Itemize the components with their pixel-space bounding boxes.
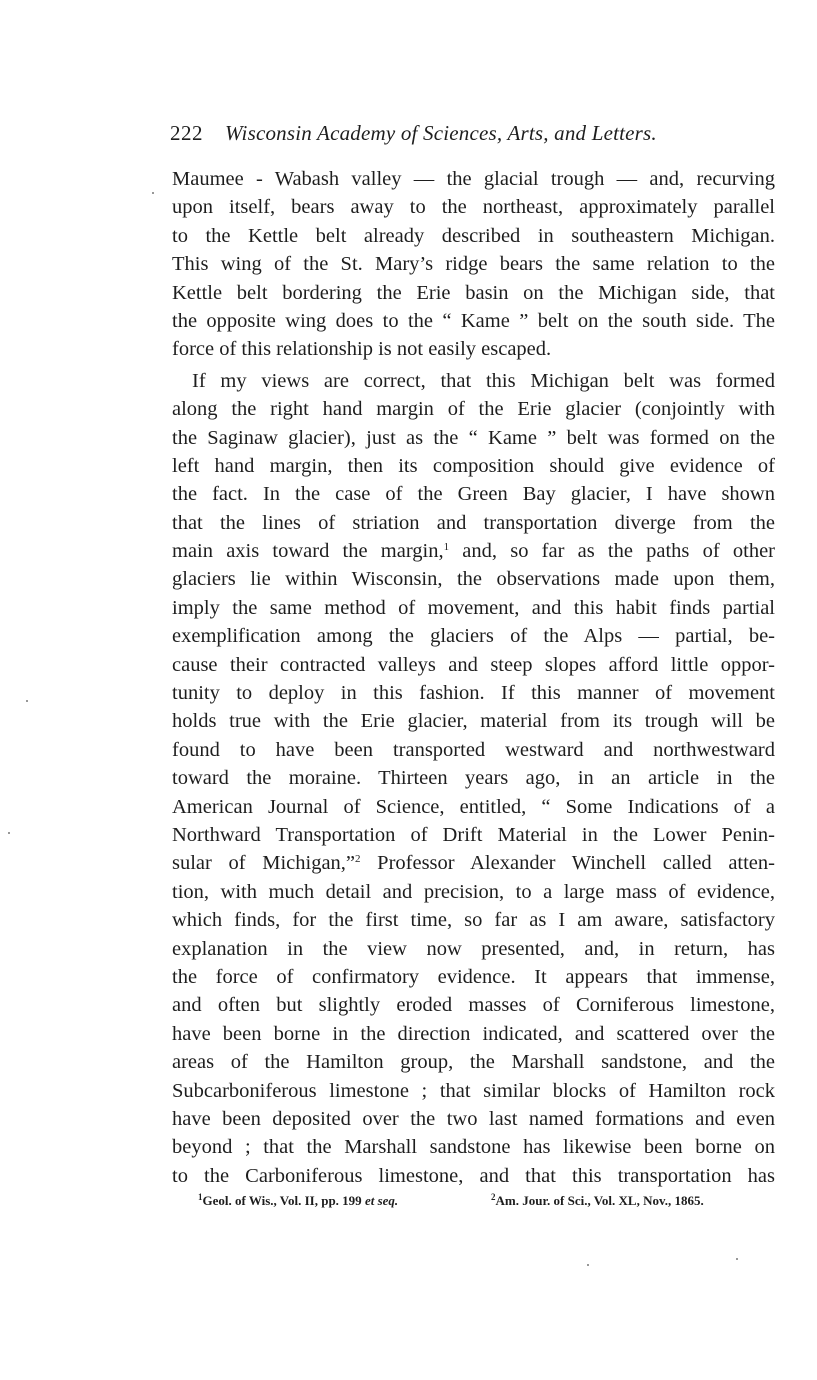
text-line: exemplification among the glaciers of the Alps — partial, be- — [172, 625, 775, 648]
text-line: that the lines of striation and transportation diverge from the — [172, 511, 775, 534]
text-line: cause their contracted valleys and steep slopes afford little oppor- — [172, 653, 775, 676]
page-number: 222 — [170, 121, 203, 145]
text-line — [172, 849, 775, 877]
running-head — [170, 118, 710, 148]
scan-speck — [26, 700, 28, 702]
text-line: force of this relationship is not easily escaped. — [172, 338, 552, 361]
text-line: tunity to deploy in this fashion. If this manner of movement — [172, 682, 775, 705]
text-line: beyond ; that the Marshall sandstone has likewise been borne on — [172, 1136, 775, 1159]
text-line: to the Kettle belt already described in southeastern Michigan. — [172, 224, 775, 247]
text-line: upon itself, bears away to the northeast, approximately parallel — [172, 196, 775, 219]
text-line: have been borne in the direction indicated, and scattered over the — [172, 1022, 775, 1045]
text-segment: Professor Alexander Winchell called atten- — [360, 852, 775, 875]
footnote-mark: 1 — [198, 1192, 203, 1202]
text-line: left hand margin, then its composition should give evidence of — [172, 454, 775, 477]
footnote-ref-1: 1 — [443, 541, 450, 554]
text-line: imply the same method of movement, and this habit finds partial — [172, 596, 775, 619]
text-line: glaciers lie within Wisconsin, the observations made upon them, — [172, 568, 775, 591]
scan-speck — [736, 1258, 738, 1260]
text-line: explanation in the view now presented, and, in return, has — [172, 937, 775, 960]
text-line: Northward Transportation of Drift Material in the Lower Penin- — [172, 823, 775, 846]
footnote-ref-2: 2 — [355, 853, 361, 866]
text-line: Kettle belt bordering the Erie basin on the Michigan side, that — [172, 281, 775, 304]
footnote-mark: 2 — [491, 1192, 496, 1202]
footnotes — [198, 1190, 758, 1212]
footnote-2 — [491, 1190, 704, 1212]
text-line: have been deposited over the two last named formations and even — [172, 1107, 775, 1130]
text-segment: sular of Michigan,” — [172, 852, 356, 875]
text-line: the fact. In the case of the Green Bay glacier, I have shown — [172, 483, 775, 506]
text-line: This wing of the St. Mary’s ridge bears the same relation to the — [172, 253, 775, 276]
text-line: If my views are correct, that this Michigan belt was formed — [192, 369, 775, 392]
footnote-text: Geol. of Wis., Vol. II, pp. 199 — [202, 1193, 365, 1208]
text-line: Subcarboniferous limestone ; that similar blocks of Hamilton rock — [172, 1079, 775, 1102]
scan-speck — [152, 192, 154, 194]
scan-speck — [587, 1264, 589, 1266]
text-line: and often but slightly eroded masses of Corniferous limestone, — [172, 994, 775, 1017]
text-line: to the Carboniferous limestone, and that this transportation has — [172, 1164, 775, 1187]
text-line: tion, with much detail and precision, to a large mass of evidence, — [172, 880, 775, 903]
text-line: the Saginaw glacier), just as the “ Kame ” belt was formed on the — [172, 426, 775, 449]
text-line: the opposite wing does to the “ Kame ” belt on the south side. The — [172, 309, 775, 332]
text-line: American Journal of Science, entitled, “ Some Indications of a — [172, 795, 775, 818]
text-line — [172, 537, 775, 565]
text-line: found to have been transported westward and northwestward — [172, 738, 775, 761]
text-line: areas of the Hamilton group, the Marshall sandstone, and the — [172, 1051, 775, 1074]
text-segment: main axis toward the margin, — [172, 540, 444, 563]
text-segment: and, so far as the paths of other — [449, 540, 775, 563]
scan-speck — [8, 832, 10, 834]
journal-title: Wisconsin Academy of Sciences, Arts, and Letters. — [225, 121, 657, 145]
text-line: along the right hand margin of the Erie glacier (conjointly with — [172, 398, 775, 421]
text-line: Maumee - Wabash valley — the glacial trough — and, recurving — [172, 168, 775, 190]
footnote-text: Am. Jour. of Sci., Vol. XL, Nov., 1865. — [495, 1193, 704, 1208]
footnote-1 — [198, 1190, 398, 1212]
text-line: holds true with the Erie glacier, material from its trough will be — [172, 710, 775, 733]
text-line: which finds, for the first time, so far as I am aware, satisfactory — [172, 909, 775, 932]
footnote-et-seq: et seq. — [364, 1193, 399, 1208]
text-line: toward the moraine. Thirteen years ago, in an article in the — [172, 767, 775, 790]
body-text — [172, 165, 775, 1190]
text-line: the force of confirmatory evidence. It appears that immense, — [172, 965, 775, 988]
